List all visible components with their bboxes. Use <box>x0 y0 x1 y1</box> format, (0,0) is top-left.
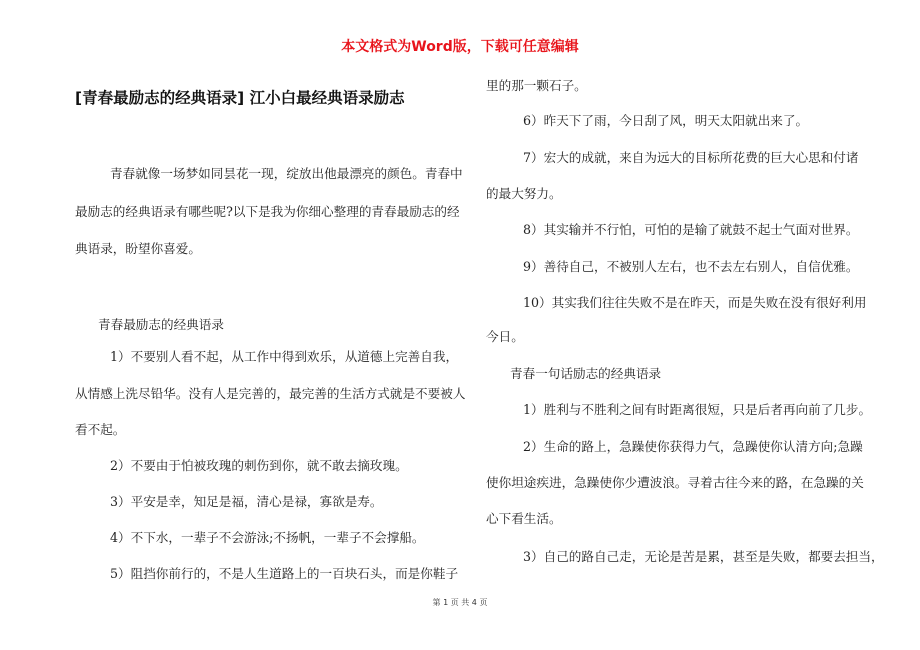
quote-10-line-2: 今日。 <box>486 329 524 344</box>
short-quote-1: 1）胜利与不胜利之间有时距离很短，只是后者再向前了几步。 <box>523 402 872 417</box>
section-heading-2: 青春一句话励志的经典语录 <box>510 366 662 381</box>
page-footer: 第 1 页 共 4 页 <box>432 598 488 607</box>
document-title: [青春最励志的经典语录] 江小白最经典语录励志 <box>75 89 405 107</box>
short-quote-2-line-1: 2）生命的路上，急躁使你获得力气，急躁使你认清方向;急躁 <box>523 439 863 454</box>
quote-10-line-1: 10）其实我们往往失败不是在昨天，而是失败在没有很好利用 <box>523 295 867 310</box>
quote-1-line-1: 1）不要别人看不起，从工作中得到欢乐，从道德上完善自我， <box>110 349 459 364</box>
short-quote-2-line-2: 使你坦途疾进，急躁使你少遭波浪。寻着古往今来的路，在急躁的关 <box>486 475 864 490</box>
quote-8: 8）其实输并不行怕，可怕的是输了就鼓不起士气面对世界。 <box>523 222 859 237</box>
quote-3: 3）平安是幸，知足是福，清心是禄，寡欲是寿。 <box>110 494 383 509</box>
intro-line-3: 典语录，盼望你喜爱。 <box>75 241 201 256</box>
quote-4: 4）不下水，一辈子不会游泳;不扬帆，一辈子不会撑船。 <box>110 530 425 545</box>
quote-9: 9）善待自己，不被别人左右，也不去左右别人，自信优雅。 <box>523 259 859 274</box>
quote-5-line-1: 5）阻挡你前行的，不是人生道路上的一百块石头，而是你鞋子 <box>110 566 459 581</box>
quote-7-line-2: 的最大努力。 <box>486 186 562 201</box>
quote-1-line-2: 从情感上洗尽铅华。没有人是完善的，最完善的生活方式就是不要被人 <box>75 386 466 401</box>
short-quote-2-line-3: 心下看生活。 <box>486 511 562 526</box>
quote-2: 2）不要由于怕被玫瑰的刺伤到你，就不敢去摘玫瑰。 <box>110 458 408 473</box>
intro-line-1: 青春就像一场梦如同昙花一现，绽放出他最漂亮的颜色。青春中 <box>110 166 463 181</box>
format-banner: 本文格式为Word版，下载可任意编辑 <box>341 39 579 55</box>
quote-6: 6）昨天下了雨，今日刮了风，明天太阳就出来了。 <box>523 113 809 128</box>
quote-7-line-1: 7）宏大的成就，来自为远大的目标所花费的巨大心思和付诸 <box>523 150 859 165</box>
quote-5-line-2: 里的那一颗石子。 <box>486 78 587 93</box>
quote-1-line-3: 看不起。 <box>75 422 126 437</box>
intro-line-2: 最励志的经典语录有哪些呢?以下是我为你细心整理的青春最励志的经 <box>75 204 460 219</box>
section-heading-1: 青春最励志的经典语录 <box>98 317 224 332</box>
short-quote-3: 3）自己的路自己走，无论是苦是累，甚至是失败，都要去担当， <box>523 549 884 564</box>
